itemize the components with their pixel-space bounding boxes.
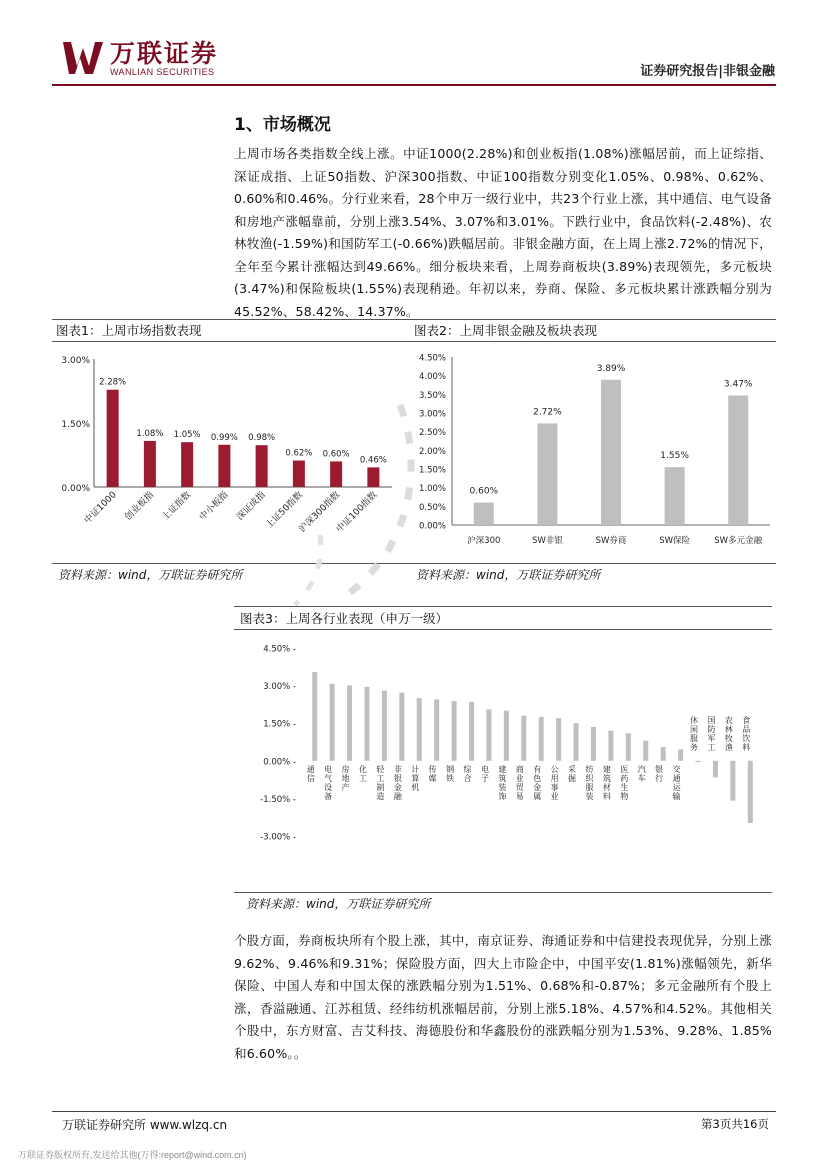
figure3-label-rule bbox=[234, 629, 772, 630]
header-divider bbox=[52, 84, 776, 86]
chart2-category-label: SW保险 bbox=[659, 536, 691, 546]
nonbank-sector-chart bbox=[410, 345, 776, 560]
chart3-category-label: 计算机 bbox=[411, 764, 420, 792]
footer-website: 万联证券研究所 www.wlzq.cn bbox=[62, 1118, 228, 1132]
chart2-bar bbox=[474, 503, 494, 525]
chart1-category-label: 中证1000 bbox=[82, 490, 119, 527]
chart2-category-label: 沪深300 bbox=[467, 536, 501, 546]
chart1-value-label: 2.28% bbox=[99, 377, 127, 388]
chart2-bar bbox=[601, 380, 621, 525]
chart3-category-label: 电气设备 bbox=[324, 764, 333, 801]
page-number: 第3页共16页 bbox=[701, 1117, 769, 1131]
chart3-bar bbox=[364, 687, 369, 761]
chart1-bar bbox=[144, 441, 156, 487]
chart3-bar bbox=[608, 731, 613, 761]
chart2-ytick: 0.00% bbox=[418, 521, 446, 532]
chart3-category-label: 采掘 bbox=[568, 764, 577, 783]
chart3-bar bbox=[730, 761, 735, 801]
chart3-category-label: 交通运输 bbox=[672, 764, 681, 801]
faint-stamp-mark bbox=[280, 395, 430, 615]
figure1-source: 资料来源：wind，万联证券研究所 bbox=[58, 568, 243, 582]
footer-divider bbox=[52, 1111, 776, 1112]
chart3-ytick: 1.50% - bbox=[263, 719, 296, 730]
chart3-bar bbox=[591, 727, 596, 761]
chart3-category-label: 银行 bbox=[655, 764, 664, 783]
chart1-value-label: 0.99% bbox=[210, 432, 238, 443]
chart3-bar bbox=[486, 709, 491, 760]
chart3-category-label: 公用事业 bbox=[550, 764, 559, 801]
chart2-ytick: 3.50% bbox=[418, 390, 446, 401]
chart2-ytick: 3.00% bbox=[418, 409, 446, 420]
chart3-category-label: 食品饮料 bbox=[742, 715, 751, 752]
chart1-ytick: 0.00% bbox=[61, 484, 90, 494]
chart3-bar bbox=[399, 693, 404, 761]
chart3-bar bbox=[347, 685, 352, 760]
chart3-category-label: 电子 bbox=[480, 764, 489, 783]
chart3-category-label: 轻工制造 bbox=[376, 764, 385, 801]
chart3-bar bbox=[521, 716, 526, 761]
chart2-value-label: 2.72% bbox=[533, 407, 562, 418]
chart3-bar bbox=[539, 717, 544, 761]
chart3-bar bbox=[626, 733, 631, 761]
chart3-category-label: 化工 bbox=[358, 764, 367, 783]
chart3-category-label: 非银金融 bbox=[393, 764, 402, 801]
chart3-bar bbox=[748, 761, 753, 823]
industry-performance-chart bbox=[234, 632, 772, 890]
logo-chinese-name: 万联证券 bbox=[110, 39, 219, 68]
chart2-ytick: 4.50% bbox=[418, 353, 446, 364]
stock-performance-paragraph: 个股方面，券商板块所有个股上涨，其中，南京证券、海通证券和中信建投表现优异，分别上涨9.62%、9.46%和9.31%；保险股方面，四大上市险企中，中国平安(1.81%)涨幅领先，新华保险、中国人寿和中国太保的涨跌幅分别为1.51%、0.68%和-0.87%；多元金融所有个股上涨，香溢融通、江苏租赁、经纬纺机涨幅居前，分别上涨5.18%、4.57%和4.52%。其他相关个股中，东方财富、吉艾科技、海德股份和华鑫股份的涨跌幅分别为1.53%、9.28%、1.85%和6.60%。。 bbox=[234, 933, 772, 1061]
chart1-category-label: 沪深300指数 bbox=[297, 490, 343, 535]
chart3-category-label: 商业贸易 bbox=[515, 764, 524, 801]
chart3-category-label: 农林牧渔 bbox=[724, 715, 733, 752]
chart1-bar bbox=[181, 442, 193, 487]
chart3-bar bbox=[469, 702, 474, 761]
chart3-ytick: 4.50% - bbox=[263, 644, 296, 655]
chart3-category-label: 房地产 bbox=[341, 764, 350, 792]
chart2-bar bbox=[728, 395, 748, 525]
figure3-bottom-rule bbox=[234, 892, 772, 893]
chart1-category-label: 创业板指 bbox=[123, 490, 156, 523]
chart3-bar bbox=[574, 723, 579, 761]
figure1-label: 图表1：上周市场指数表现 bbox=[56, 323, 202, 338]
chart2-bar bbox=[537, 423, 557, 525]
chart3-category-label: 通信 bbox=[306, 764, 315, 783]
report-category: 证券研究报告|非银金融 bbox=[640, 64, 775, 79]
figure-row-top-rule bbox=[52, 319, 776, 320]
chart2-ytick: 2.00% bbox=[418, 446, 446, 457]
chart3-category-label: 建筑材料 bbox=[602, 764, 611, 801]
chart3-ytick: 0.00% - bbox=[263, 757, 296, 768]
chart2-category-label: SW非银 bbox=[531, 536, 563, 546]
chart1-value-label: 0.46% bbox=[359, 455, 387, 466]
figure3-source: 资料来源：wind，万联证券研究所 bbox=[246, 897, 431, 911]
chart3-category-label: 建筑装饰 bbox=[498, 764, 507, 801]
chart3-bar bbox=[434, 699, 439, 760]
chart1-category-label: 上证50指数 bbox=[264, 490, 305, 531]
section-title: 1、市场概况 bbox=[234, 115, 331, 135]
chart3-ytick: -1.50% - bbox=[260, 794, 296, 805]
chart2-bar bbox=[665, 467, 685, 525]
chart3-bar bbox=[452, 701, 457, 761]
chart1-category-label: 上证指数 bbox=[160, 490, 194, 523]
chart3-ytick: -3.00% - bbox=[260, 832, 296, 843]
chart2-value-label: 3.89% bbox=[596, 363, 626, 374]
chart3-category-label: 综合 bbox=[463, 764, 472, 783]
chart1-bar bbox=[107, 390, 119, 487]
chart1-value-label: 1.05% bbox=[173, 430, 201, 441]
chart1-value-label: 1.08% bbox=[136, 428, 164, 439]
chart3-bar bbox=[382, 691, 387, 761]
chart2-category-label: SW多元金融 bbox=[714, 536, 763, 546]
chart2-category-label: SW券商 bbox=[595, 536, 627, 546]
chart2-ytick: 2.50% bbox=[418, 428, 446, 439]
chart1-ytick: 1.50% bbox=[61, 420, 90, 430]
chart3-bar bbox=[661, 747, 666, 761]
chart1-category-label: 深证成指 bbox=[235, 490, 268, 523]
chart1-bar bbox=[218, 445, 230, 487]
chart3-bar bbox=[696, 761, 701, 762]
chart3-category-label: 医药生物 bbox=[620, 764, 629, 801]
chart3-category-label: 汽车 bbox=[637, 764, 646, 783]
chart2-ytick: 4.00% bbox=[418, 372, 446, 383]
chart3-category-label: 有色金属 bbox=[533, 764, 542, 801]
chart3-bar bbox=[417, 698, 422, 761]
chart2-ytick: 1.50% bbox=[418, 465, 446, 476]
chart2-ytick: 1.00% bbox=[418, 484, 446, 495]
figure-row-bottom-rule bbox=[52, 341, 776, 342]
chart2-value-label: 3.47% bbox=[723, 379, 753, 390]
chart2-value-label: 0.60% bbox=[469, 486, 499, 497]
chart3-ytick: 3.00% - bbox=[263, 682, 296, 693]
chart3-category-label: 国防军工 bbox=[707, 715, 716, 752]
logo-english-name: WANLIAN SECURITIES bbox=[110, 67, 215, 77]
chart3-bar bbox=[643, 741, 648, 761]
chart3-category-label: 钢铁 bbox=[446, 764, 455, 783]
chart1-category-label: 中证100指数 bbox=[334, 490, 380, 535]
chart1-value-label: 0.62% bbox=[285, 448, 313, 459]
chart3-bar bbox=[330, 684, 335, 761]
chart1-bar bbox=[256, 445, 268, 487]
chart3-category-label: 纺织服装 bbox=[585, 764, 594, 801]
chart1-category-label: 中小板指 bbox=[197, 490, 231, 523]
figure2-label: 图表2：上周非银金融及板块表现 bbox=[414, 323, 597, 338]
figure2-source: 资料来源：wind，万联证券研究所 bbox=[416, 568, 601, 582]
wanlian-logo-icon bbox=[63, 40, 107, 76]
chart3-bar bbox=[678, 750, 683, 761]
figure3-top-rule bbox=[234, 606, 772, 607]
chart1-value-label: 0.60% bbox=[322, 449, 350, 460]
chart3-category-label: 传媒 bbox=[428, 764, 437, 783]
chart3-bar bbox=[556, 718, 561, 761]
chart3-bar bbox=[713, 761, 718, 778]
chart2-ytick: 0.50% bbox=[418, 502, 446, 513]
chart1-ytick: 3.00% bbox=[61, 356, 90, 366]
chart3-bar bbox=[504, 711, 509, 761]
chart3-bar bbox=[312, 672, 317, 761]
copyright-watermark: 万联证券版权所有,发送给其他(万得:report@wind.com.cn) bbox=[18, 1150, 247, 1160]
chart1-value-label: 0.98% bbox=[248, 433, 276, 444]
market-overview-paragraph: 上周市场各类指数全线上涨。中证1000(2.28%)和创业板指(1.08%)涨幅居前，而上证综指、深证成指、上证50指数、沪深300指数、中证100指数分别变化1.05%、0.98%、0.62%、0.60%和0.46%。分行业来看，28个申万一级行业中，共23个行业上涨，其中通信、电气设备和房地产涨幅靠前，分别上涨3.54%、3.07%和3.01%。下跌行业中，食品饮料(-2.48%)、农林牧渔(-1.59%)和国防军工(-0.66%)跌幅居前。非银金融方面，在上周上涨2.72%的情况下，全年至今累计涨幅达到49.66%。细分板块来看，上周券商板块(3.89%)表现领先，多元板块(3.47%)和保险板块(1.55%)表现稍逊。年初以来，券商、保险、多元板块累计涨跌幅分别为45.52%、58.42%、14.37%。 bbox=[234, 146, 772, 319]
chart3-category-label: 休闲服务 bbox=[690, 715, 699, 752]
figure3-label: 图表3：上周各行业表现（申万一级） bbox=[240, 611, 448, 626]
chart2-value-label: 1.55% bbox=[660, 451, 689, 462]
